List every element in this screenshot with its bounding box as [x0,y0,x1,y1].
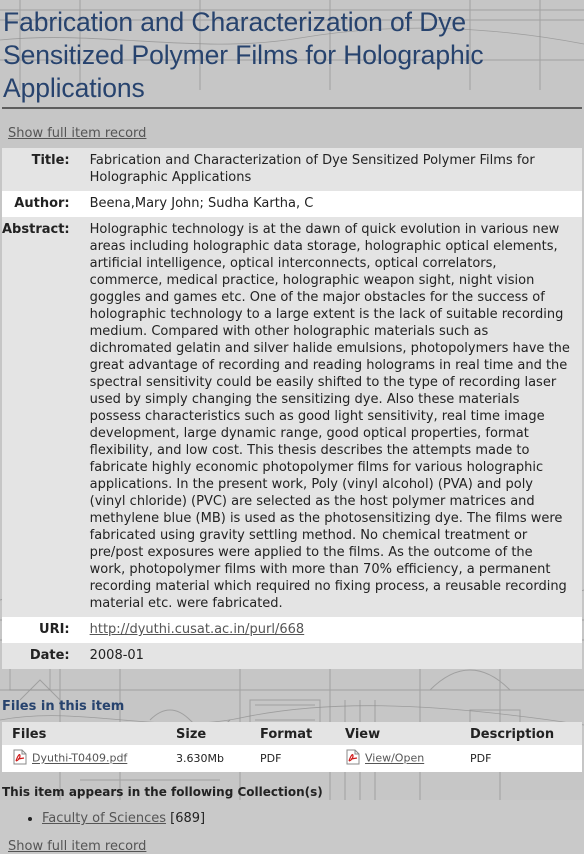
uri-label: URI: [2,617,82,643]
file-cell [2,745,166,772]
title-label: Title: [2,148,82,191]
files-header-format: Format [250,722,335,745]
show-full-record-link-bottom[interactable]: Show full item record [8,839,147,854]
list-item [42,811,584,826]
title-divider [2,107,582,109]
table-row [2,745,582,772]
collections-heading: This item appears in the following Collection(s) [2,785,323,799]
metadata-row-title [2,148,582,191]
collection-link[interactable]: Faculty of Sciences [42,811,167,826]
collection-count: [689] [170,811,206,826]
uri-link[interactable]: http://dyuthi.cusat.ac.in/purl/668 [89,622,305,637]
abstract-label: Abstract: [2,217,82,617]
files-header-view: View [335,722,460,745]
pdf-icon [345,749,361,768]
view-cell [335,745,460,772]
pdf-icon [12,749,28,768]
metadata-row-abstract [2,217,582,617]
metadata-table [2,148,582,669]
uri-value [82,617,582,643]
file-size: 3.630Mb [166,745,250,772]
metadata-row-date [2,643,582,669]
file-format: PDF [250,745,335,772]
files-table [2,722,582,772]
author-value: Beena,Mary John; Sudha Kartha, C [82,191,582,217]
file-download-link[interactable]: Dyuthi-T0409.pdf [32,751,128,765]
author-label: Author: [2,191,82,217]
files-header-files: Files [2,722,166,745]
date-label: Date: [2,643,82,669]
page-title: Fabrication and Characterization of Dye Sensitized Polymer Films for Holographic Applications [3,7,484,103]
files-heading: Files in this item [2,699,125,714]
show-full-record-link[interactable]: Show full item record [8,126,147,141]
files-header-size: Size [166,722,250,745]
metadata-row-author [2,191,582,217]
collections-list [0,811,584,826]
date-value: 2008-01 [82,643,582,669]
file-description: PDF [460,745,582,772]
title-value: Fabrication and Characterization of Dye Sensitized Polymer Films for Holographic Applications [82,148,582,191]
files-header-row [2,722,582,745]
view-open-link[interactable]: View/Open [365,751,425,765]
files-header-description: Description [460,722,582,745]
abstract-value: Holographic technology is at the dawn of quick evolution in various new areas including holographic data storage, holographic optical elements, artificial intelligence, optical interconnects, optical correlators, commerce, medical practice, holographic weapon sight, night vision goggles and games etc. One of the major obstacles for the success of holographic technology to a large extent is the lack of suitable recording medium. Compared with other holographic materials such as dichromated gelatin and silver halide emulsions, photopolymers have the great advantage of recording and reading holograms in real time and the spectral sensitivity could be easily shifted to the type of recording laser used by simply changing the sensitizing dye. Also these materials possess characteristics such as good light sensitivity, real time image development, large dynamic range, good optical properties, format flexibility, and low cost. This thesis describes the attempts made to fabricate highly economic photopolymer films for various holographic applications. In the present work, Poly (vinyl alcohol) (PVA) and poly (vinyl chloride) (PVC) are selected as the host polymer matrices and methylene blue (MB) is used as the photosensitizing dye. The films were fabricated using gravity settling method. No chemical treatment or pre/post exposures were applied to the films. As the outcome of the work, photopolymer films with more than 70% efficiency, a permanent recording material which required no fixing process, a reusable recording material etc. were fabricated. [82,217,582,617]
metadata-row-uri [2,617,582,643]
